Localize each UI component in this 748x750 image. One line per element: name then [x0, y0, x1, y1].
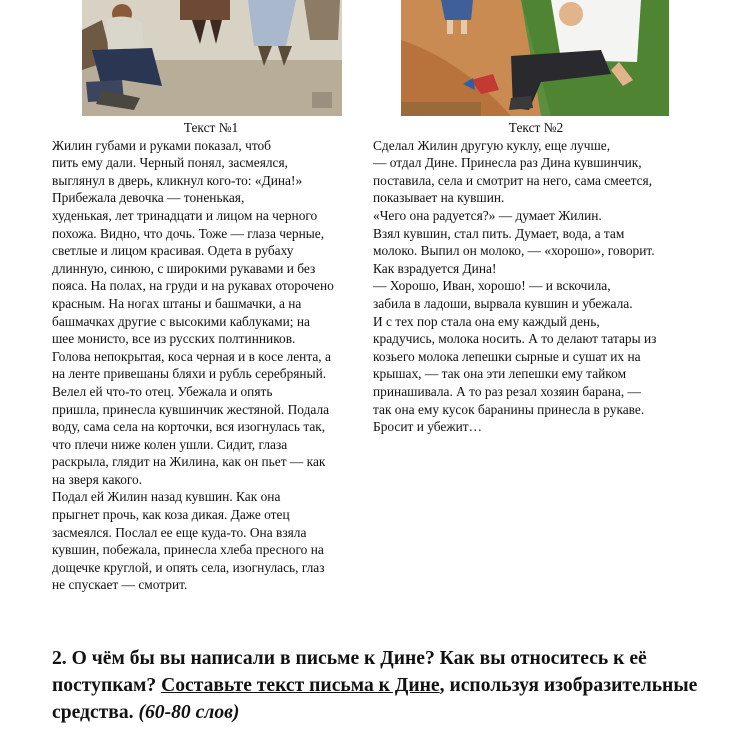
text-1-paragraph: Велел ей что-то отец. Убежала и опять пришла, принесла кувшинчик жестяной. Подала воду, сама села на корточки, вся изогнулась так, что плечи ниже колен ушли. Сидит, глаза раскрыла, глядит на Жилина, как он пьет — как на зверя какого. — [52, 383, 330, 487]
text-2-paragraph: «Чего она радуется?» — думает Жилин. Взял кувшин, стал пить. Думает, вода, а там молоко. Выпил он молоко, — «хорошо», говорит. Как взрадуется Дина! — [373, 207, 655, 276]
text-2-heading: Текст №2 — [508, 120, 564, 135]
text-1-column — [52, 119, 370, 594]
text-1-paragraph: Подал ей Жилин назад кувшин. Как она прыгнет прочь, как коза дикая. Даже отец засмеялся. Послал ее еще куда-то. Она взяла кувшин, побежала, принесла хлеба пресного на дощечке круглой, и опять села, изогнулась, глаз не спускает — смотрит. — [52, 489, 325, 593]
painting-icon — [82, 0, 342, 116]
text-2-column — [373, 119, 695, 436]
illustration-zhilin-with-doll — [401, 0, 669, 116]
text-2-paragraph: — Хорошо, Иван, хорошо! — и вскочила, забила в ладоши, вырвала кувшин и убежала. — [373, 278, 633, 311]
task-word-count: (60-80 слов) — [138, 702, 240, 723]
text-1-paragraph: Прибежала девочка — тоненькая, худенькая, лет тринадцати и лицом на черного похожа. Видно, что дочь. Тоже — глаза черные, светлые и лицом красивая. Одета в рубаху длинную, синюю, с широкими рукавами и без пояса. На полах, на груди и на рукавах оторочено красным. На ногах штаны и башмачки, а на башмачках другие с высокими каблуками; на шее монисто, все из русских полтинников. Голова непокрытая, коса черная и в косе лента, а на ленте привешаны бляхи и рубль серебряный. — [52, 190, 334, 382]
painting-icon — [401, 0, 669, 116]
illustration-zhilin-drinking — [82, 0, 342, 116]
text-2-paragraph: Сделал Жилин другую куклу, еще лучше, — отдал Дине. Принесла раз Дина кувшинчик, поставила, села и смотрит на него, сама смеется, показывает на кувшин. — [373, 137, 653, 206]
text-1-paragraph: Жилин губами и руками показал, чтоб пить ему дали. Черный понял, засмеялся, выглянул в дверь, кликнул кого-то: «Дина!» — [52, 137, 303, 188]
task-text: 2. О чём бы вы написали в письме к Дине? Как вы относитесь к её поступкам? — [52, 648, 647, 696]
task-prompt — [52, 645, 732, 726]
task-underlined-instruction: Составьте текст письма к Дине — [161, 675, 440, 696]
text-1-heading: Текст №1 — [183, 120, 239, 135]
task-text-continued: , используя изобразительные средства. — [52, 675, 698, 723]
text-2-paragraph: И с тех пор стала она ему каждый день, крадучись, молока носить. А то делают татары из козьего молока лепешки сырные и сушат их на крышах, — так она эти лепешки ему тайком принашивала. А то раз резал хозяин барана, — так она ему кусок баранины принесла в рукаве. Бросит и убежит… — [373, 313, 657, 435]
